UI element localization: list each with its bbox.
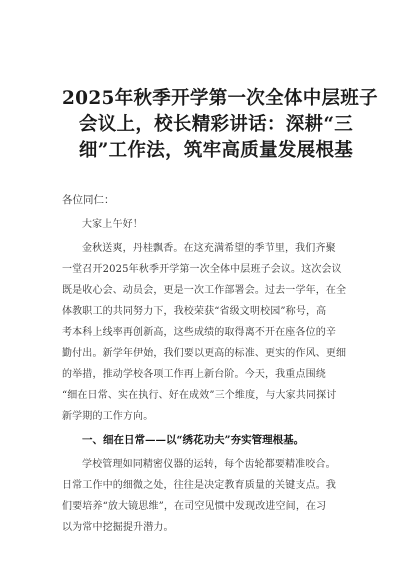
section-heading: 一、细在日常——以“绣花功夫”夯实管理根基。 <box>82 434 305 446</box>
text-line: 勤付出。新学年伊始，我们要以更高的标准、更实的作风、更细 <box>62 348 347 359</box>
text-line: 的举措，推动学校各项工作再上新台阶。今天，我重点围绕 <box>62 369 326 380</box>
document-title <box>62 0 378 164</box>
title-line: 会议上，校长精彩讲话：深耕“三 <box>78 114 354 135</box>
greeting-paragraph <box>62 214 370 235</box>
greeting-line: 大家上午好！ <box>82 219 143 230</box>
document-body <box>62 214 370 538</box>
text-line: 一堂召开2025年秋季开学第一次全体中层班子会议。这次会议 <box>62 264 342 275</box>
text-line: 既是收心会、动员会，更是一次工作部署会。过去一学年，在全 <box>62 285 347 296</box>
text-line: 学校管理如同精密仪器的运转，每个齿轮都要精准咬合。 <box>82 459 336 470</box>
section1-paragraph <box>62 454 370 538</box>
text-line: “细在日常、实在执行、好在成效”三个维度，与大家共同探讨 <box>62 390 337 401</box>
title-line: 细”工作法，筑牢高质量发展根基 <box>78 140 354 161</box>
text-line: 以为常中挖掘提升潜力。 <box>62 522 174 533</box>
salutation: 各位同仁： <box>62 194 115 206</box>
text-line: 新学期的工作方向。 <box>62 411 154 422</box>
intro-paragraph <box>62 238 370 427</box>
text-line: 日常工作中的细微之处，往往是决定教育质量的关键支点。我 <box>62 480 337 491</box>
text-line: 们要培养“放大镜思维”，在司空见惯中发现改进空间，在习 <box>62 501 327 512</box>
text-line: 金秋送爽，丹桂飘香。在这充满希望的季节里，我们齐聚 <box>82 243 336 254</box>
text-line: 体教职工的共同努力下，我校荣获“省级文明校园”称号，高 <box>62 306 327 317</box>
text-line: 考本科上线率再创新高，这些成绩的取得离不开在座各位的辛 <box>62 327 337 338</box>
title-line: 2025年秋季开学第一次全体中层班子 <box>62 88 378 109</box>
